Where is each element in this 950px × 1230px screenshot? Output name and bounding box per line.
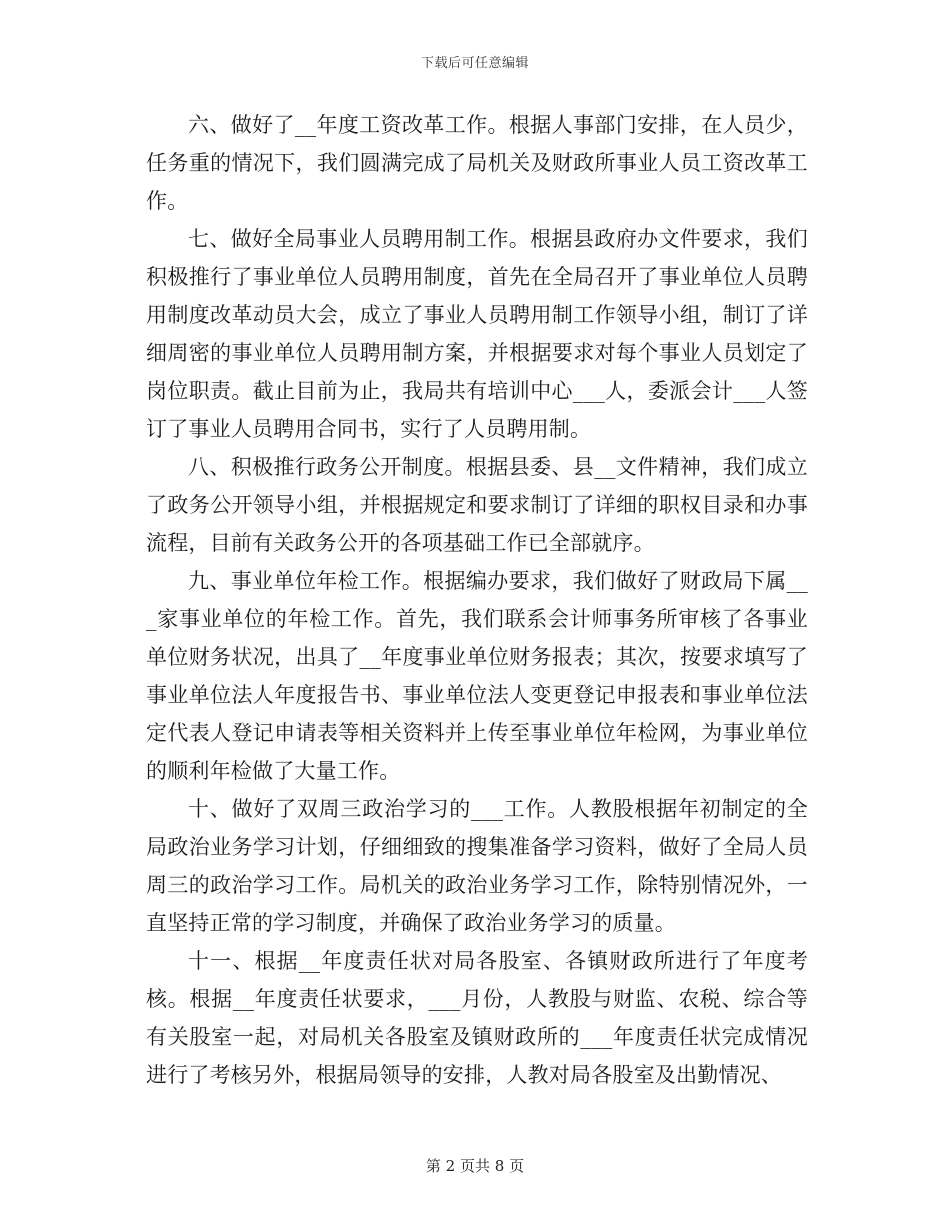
paragraph-8: 八、积极推行政务公开制度。根据县委、县__文件精神，我们成立了政务公开领导小组，并根据规定和要求制订了详细的职权目录和办事流程，目前有关政务公开的各项基础工作已全部就序。 [146,455,808,555]
page-number-footer: 第 2 页共 8 页 [425,1157,525,1175]
page-header: 下载后可任意编辑 [420,56,529,71]
paragraph-9: 九、事业单位年检工作。根据编办要求，我们做好了财政局下属___家事业单位的年检工作。首先，我们联系会计师事务所审核了各事业单位财务状况，出具了__年度事业单位财务报表；其次，按要求填写了事业单位法人年度报告书、事业单位法人变更登记申报表和事业单位法定代表人登记申请表等相关资料并上传至事业单位年检网，为事业单位的顺利年检做了大量工作。 [146,569,808,783]
document-body [146,106,808,1094]
paragraph-6: 六、做好了__年度工资改革工作。根据人事部门安排，在人员少，任务重的情况下，我们圆满完成了局机关及财政所事业人员工资改革工作。 [146,113,808,213]
paragraph-7: 七、做好全局事业人员聘用制工作。根据县政府办文件要求，我们积极推行了事业单位人员聘用制度，首先在全局召开了事业单位人员聘用制度改革动员大会，成立了事业人员聘用制工作领导小组，制订了详细周密的事业单位人员聘用制方案，并根据要求对每个事业人员划定了岗位职责。截止目前为止，我局共有培训中心___人，委派会计___人签订了事业人员聘用合同书，实行了人员聘用制。 [146,227,808,441]
paragraph-10: 十、做好了双周三政治学习的___工作。人教股根据年初制定的全局政治业务学习计划，仔细细致的搜集准备学习资料，做好了全局人员周三的政治学习工作。局机关的政治业务学习工作，除特别情况外，一直坚持正常的学习制度，并确保了政治业务学习的质量。 [146,797,808,935]
paragraph-11: 十一、根据__年度责任状对局各股室、各镇财政所进行了年度考核。根据__年度责任状要求，___月份，人教股与财监、农税、综合等有关股室一起，对局机关各股室及镇财政所的___年度责任状完成情况进行了考核另外，根据局领导的安排，人教对局各股室及出勤情况、 [146,949,808,1087]
